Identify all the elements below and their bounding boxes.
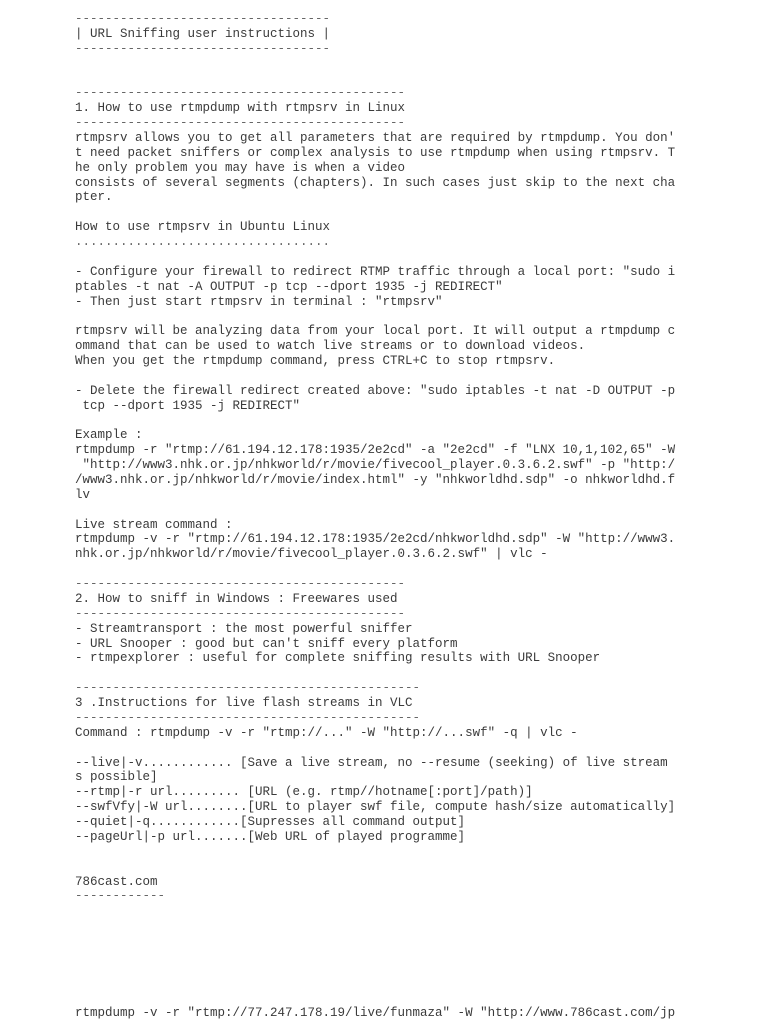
document-line: How to use rtmpsrv in Ubuntu Linux (75, 220, 331, 235)
document-line: --swfVfy|-W url........[URL to player swf file, compute hash/size automatically] (75, 800, 676, 815)
document-line: When you get the rtmpdump command, press CTRL+C to stop rtmpsrv. (75, 354, 556, 368)
document-line: -------------------------------------------- (75, 116, 406, 131)
document-line: 2. How to sniff in Windows : Freewares used (75, 591, 398, 606)
document-line: pter. (75, 190, 113, 205)
document-line: - URL Snooper : good but can't sniff every platform (75, 636, 458, 651)
document-line: ptables -t nat -A OUTPUT -p tcp --dport 1935 -j REDIRECT" (75, 279, 503, 294)
document-line: ---------------------------------------------- (75, 710, 421, 725)
document-line: rtmpsrv will be analyzing data from your local port. It will output a rtmpdump c (75, 324, 676, 339)
document-line: 3 .Instructions for live flash streams in VLC (75, 696, 413, 710)
document-line: - rtmpexplorer : useful for complete sniffing results with URL Snooper (75, 651, 601, 666)
document-line: --pageUrl|-p url.......[Web URL of played programme] (75, 829, 466, 844)
document-line: Example : (75, 428, 143, 443)
document-line: - Streamtransport : the most powerful sniffer (75, 621, 413, 636)
document-line: -------------------------------------------- (75, 86, 406, 101)
document-line: - Then just start rtmpsrv in terminal : "rtmpsrv" (75, 294, 443, 309)
document-line: --live|-v............ [Save a live stream, no --resume (seeking) of live stream (75, 755, 668, 770)
document-line: - Configure your firewall to redirect RTMP traffic through a local port: "sudo i (75, 264, 676, 279)
document-line: Live stream command : (75, 517, 233, 532)
document-line: rtmpsrv allows you to get all parameters that are required by rtmpdump. You don' (75, 131, 676, 145)
document-line: ---------------------------------- (75, 41, 331, 56)
document-line: --rtmp|-r url......... [URL (e.g. rtmp//hotname[:port]/path)] (75, 785, 533, 800)
document-line: tcp --dport 1935 -j REDIRECT" (75, 398, 301, 413)
document-line: "http://www3.nhk.or.jp/nhkworld/r/movie/fivecool_player.0.3.6.2.swf" -p "http:/ (75, 458, 676, 473)
document-line: lv (75, 487, 91, 502)
document-line: he only problem you may have is when a video (75, 160, 406, 175)
document-line-bottom: rtmpdump -v -r "rtmp://77.247.178.19/live/funmaza" -W "http://www.786cast.com/jp (75, 1006, 676, 1020)
document-line: ------------ (75, 889, 166, 904)
document-line: nhk.or.jp/nhkworld/r/movie/fivecool_player.0.3.6.2.swf" | vlc - (75, 547, 548, 562)
document-line: ---------------------------------- (75, 12, 331, 26)
document-line: 1. How to use rtmpdump with rtmpsrv in Linux (75, 101, 406, 116)
document-line: - Delete the firewall redirect created above: "sudo iptables -t nat -D OUTPUT -p (75, 383, 676, 398)
document-line: | URL Sniffing user instructions | (75, 26, 331, 41)
document-line: rtmpdump -v -r "rtmp://61.194.12.178:1935/2e2cd/nhkworldhd.sdp" -W "http://www3. (75, 532, 676, 547)
document-line: 786cast.com (75, 874, 158, 889)
document-line: consists of several segments (chapters). In such cases just skip to the next cha (75, 175, 676, 190)
document-line: /www3.nhk.or.jp/nhkworld/r/movie/index.html" -y "nhkworldhd.sdp" -o nhkworldhd.f (75, 473, 676, 487)
document-line: ---------------------------------------------- (75, 681, 421, 696)
document-line: rtmpdump -r "rtmp://61.194.12.178:1935/2e2cd" -a "2e2cd" -f "LNX 10,1,102,65" -W (75, 443, 676, 458)
document-line: -------------------------------------------- (75, 606, 406, 621)
document-line: Command : rtmpdump -v -r "rtmp://..." -W "http://...swf" -q | vlc - (75, 725, 578, 740)
document-line: .................................. (75, 235, 331, 249)
document-line: ommand that can be used to watch live streams or to download videos. (75, 339, 586, 354)
document-line: s possible] (75, 770, 158, 785)
document-line: -------------------------------------------- (75, 577, 406, 592)
document-line: --quiet|-q............[Supresses all command output] (75, 815, 466, 829)
document-line: t need packet sniffers or complex analysis to use rtmpdump when using rtmpsrv. T (75, 145, 676, 160)
